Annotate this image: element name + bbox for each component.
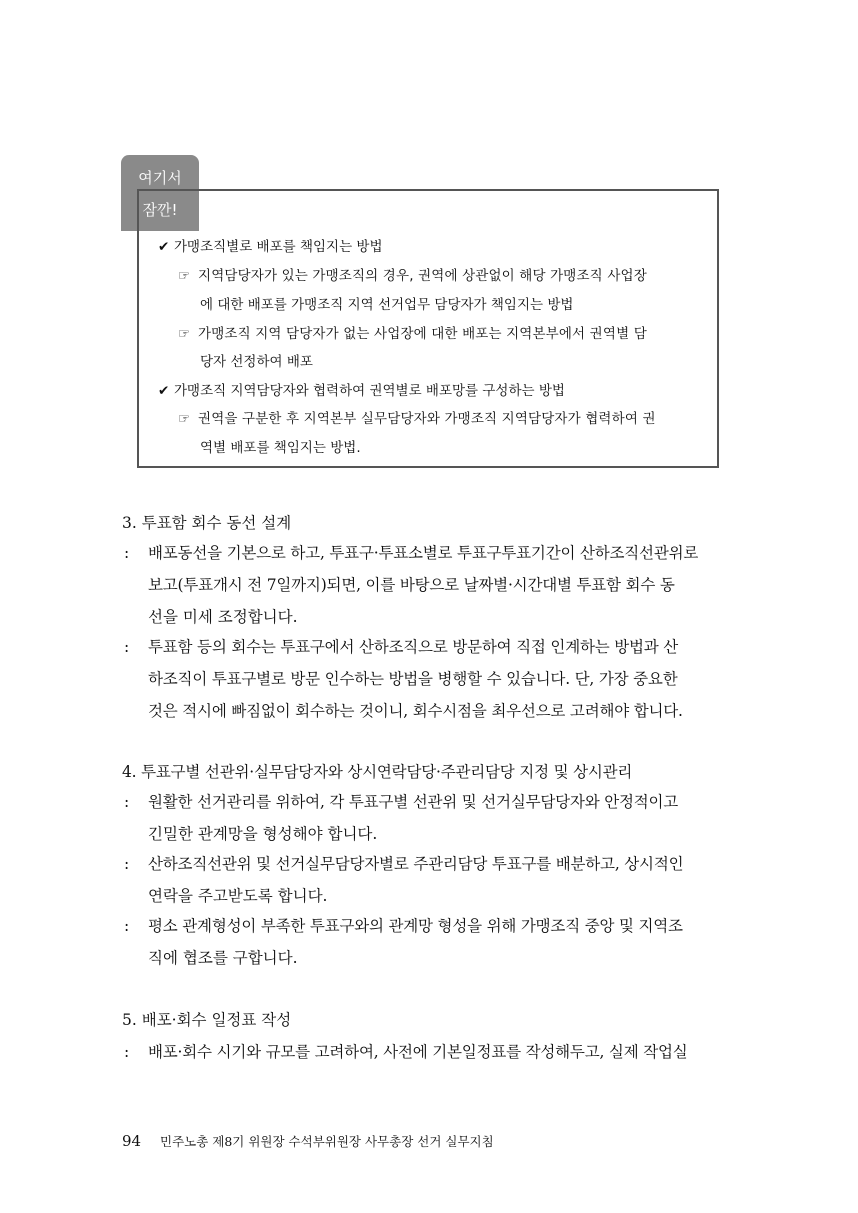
section-4-heading: 4. 투표구별 선관위·실무담당자와 상시연락담당·주관리담당 지정 및 상시관리 — [122, 763, 633, 781]
callout-item-1-sub-2-cont: 당자 선정하여 배포 — [200, 354, 313, 370]
pointing-hand-icon: ☞ — [178, 268, 191, 284]
colon-marker: : — [124, 1043, 130, 1061]
running-title: 민주노총 제8기 위원장 수석부위원장 사무총장 선거 실무지침 — [160, 1134, 494, 1149]
colon-marker: : — [124, 855, 130, 873]
colon-marker: : — [124, 793, 130, 811]
section-4-p1-line1: 원활한 선거관리를 위하여, 각 투표구별 선관위 및 선거실무담당자와 안정적이고 — [148, 793, 679, 811]
callout-tab-line1: 여기서 — [138, 169, 182, 187]
section-4-p1-line2: 긴밀한 관계망을 형성해야 합니다. — [148, 825, 378, 843]
section-4-p3-line2: 직에 협조를 구합니다. — [148, 949, 298, 967]
colon-marker: : — [124, 917, 130, 935]
section-5-heading: 5. 배포·회수 일정표 작성 — [122, 1011, 292, 1029]
callout-item-2-sub-1-cont: 역별 배포를 책임지는 방법. — [200, 440, 361, 456]
callout-item-1: ✔ 가맹조직별로 배포를 책임지는 방법 — [158, 239, 383, 255]
callout-item-1-sub-1-cont: 에 대한 배포를 가맹조직 지역 선거업무 담당자가 책임지는 방법 — [200, 297, 574, 313]
colon-marker: : — [124, 544, 130, 562]
callout-item-2-sub-1: ☞ 권역을 구분한 후 지역본부 실무담당자와 가맹조직 지역담당자가 협력하여 권 — [178, 411, 656, 427]
pointing-hand-icon: ☞ — [178, 326, 191, 342]
section-4-p3-line1: 평소 관계형성이 부족한 투표구와의 관계망 형성을 위해 가맹조직 중앙 및 지역조 — [148, 917, 683, 935]
colon-marker: : — [124, 638, 130, 656]
callout-item-1-sub-1: ☞ 지역담당자가 있는 가맹조직의 경우, 권역에 상관없이 해당 가맹조직 사업장 — [178, 268, 647, 284]
page-number: 94 — [122, 1132, 142, 1150]
section-3-p2-line1: 투표함 등의 회수는 투표구에서 산하조직으로 방문하여 직접 인계하는 방법과 산 — [148, 638, 679, 656]
section-3-p1-line3: 선을 미세 조정합니다. — [148, 608, 298, 626]
section-3-p2-line2: 하조직이 투표구별로 방문 인수하는 방법을 병행할 수 있습니다. 단, 가장 중요한 — [148, 670, 678, 688]
callout-item-2: ✔ 가맹조직 지역담당자와 협력하여 권역별로 배포망를 구성하는 방법 — [158, 383, 565, 399]
section-3-p1-line2: 보고(투표개시 전 7일까지)되면, 이를 바탕으로 날짜별·시간대별 투표함 회수 동 — [148, 576, 675, 594]
callout-item-1-sub-2: ☞ 가맹조직 지역 담당자가 없는 사업장에 대한 배포는 지역본부에서 권역별 담 — [178, 326, 647, 342]
check-icon: ✔ — [158, 383, 170, 399]
section-5-p1-line1: 배포·회수 시기와 규모를 고려하여, 사전에 기본일정표를 작성해두고, 실제 작업실 — [148, 1043, 688, 1061]
callout-tab-line2: 잠깐! — [142, 201, 178, 219]
section-4-p2-line2: 연락을 주고받도록 합니다. — [148, 887, 328, 905]
section-3-p2-line3: 것은 적시에 빠짐없이 회수하는 것이니, 회수시점을 최우선으로 고려해야 합니다. — [148, 702, 683, 720]
section-3-p1-line1: 배포동선을 기본으로 하고, 투표구·투표소별로 투표구투표기간이 산하조직선관위로 — [148, 544, 699, 562]
pointing-hand-icon: ☞ — [178, 411, 191, 427]
section-4-p2-line1: 산하조직선관위 및 선거실무담당자별로 주관리담당 투표구를 배분하고, 상시적인 — [148, 855, 684, 873]
check-icon: ✔ — [158, 239, 170, 255]
section-3-heading: 3. 투표함 회수 동선 설계 — [122, 514, 292, 532]
